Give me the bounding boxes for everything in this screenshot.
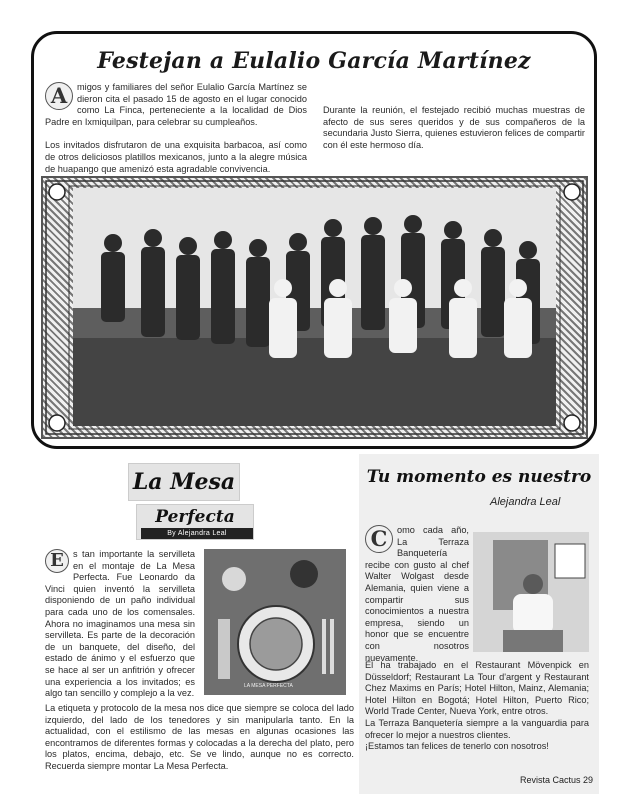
mesa-byline: By Alejandra Leal (141, 528, 253, 539)
chef-illustration (473, 532, 589, 652)
photo-caption: LA MESA PERFECTA (244, 683, 293, 689)
article-paragraph-2: Los invitados disfrutaron de una exquisita barbacoa, así como de otros deliciosos platillos mexicanos, junto a la alegre música de huapango que amenizó esta agradable convivencia. (45, 140, 307, 174)
mesa-logo-title-1: La Mesa (132, 469, 236, 495)
article-column-right (323, 82, 585, 163)
group-photo-illustration (73, 188, 556, 426)
sidebar-paragraph-1-text: omo cada año, La Terraza Banquetería recibe con gusto al chef Walter Wolgast desde Alemania, quien viene a compartir sus conocimientos a nuestra empresa, siendo un honor que se encuentre con nosotros nuevamente. (365, 525, 469, 663)
group-photo (73, 188, 556, 426)
sidebar-column-bottom (365, 660, 589, 753)
sidebar-column (365, 525, 469, 664)
sidebar-paragraph-3: La Terraza Banquetería siempre a la vanguardia para ofrecer lo mejor a nuestros clientes. (365, 717, 589, 740)
article-paragraph-1 (45, 82, 307, 128)
dropcap: C (365, 525, 393, 553)
mesa-logo (128, 463, 240, 501)
mesa-paragraph-1 (45, 549, 195, 700)
sidebar-paragraph-2: Él ha trabajado en el Restaurant Mövenpick en Düsseldorf; Restaurant La Tour d'argent y Restaurant Chez Maxims en París; Hotel Hilton, Mainz, Alemania; Hotel Hilton en Bogotá; Hotel Hilton, Puerto Rico; World Trade Center, Nueva York, entre otros. (365, 660, 589, 717)
sidebar-paragraph-4: ¡Estamos tan felices de tenerlo con nosotros! (365, 741, 549, 752)
dropcap: A (45, 82, 73, 110)
mesa-paragraph-1-text: s tan importante la servilleta en el montaje de La Mesa Perfecta. Fue Leonardo da Vinci quien inventó la servilleta disponiendo de un paño individual para cada uno de los comensales. Ahora no imaginamos una mesa sin servilleta. Es parte de la decoración de un banquete, del diseño, del estado de ánimo y el esfuerzo que se hace al ser un anfitrión y ofrecer una experiencia a los invitados; es algo tan sencillo y complejo a la vez. (45, 549, 195, 699)
table-setting-illustration (204, 549, 346, 695)
article-title: Festejan a Eulalio García Martínez (97, 48, 531, 74)
chef-photo (473, 532, 589, 652)
article-column-left (45, 82, 307, 187)
page-footer: Revista Cactus 29 (520, 775, 594, 785)
dropcap: E (45, 549, 69, 573)
sidebar-author: Alejandra Leal (490, 496, 561, 508)
article-paragraph-3: Durante la reunión, el festejado recibió muchas muestras de afecto de sus seres queridos y de sus compañeros de la secundaria Justo Sierra, quienes estuvieron felices de compartir con él este hermoso día. (323, 105, 585, 150)
article-paragraph-1-text: migos y familiares del señor Eulalio García Martínez se dieron cita el pasado 15 de agosto en el lugar conocido como La Finca, perteneciente a la localidad de Dios Padre en Ixmiquilpan, para celebrar su cumpleaños. (45, 82, 307, 127)
mesa-paragraph-2: La etiqueta y protocolo de la mesa nos dice que siempre se coloca del lado izquierdo, del lado de los tenedores y sin manipularla tanto. En la actualidad, con el estilismo de las mesas en algunas ocasiones las encontramos de diferentes formas y colocadas a la derecha del plato, pero los platos, encima, debajo, etc. Se ve lindo, aunque no es correcto. Recuerda siempre montar La Mesa Perfecta. (45, 703, 354, 771)
mesa-column (45, 549, 195, 700)
sidebar-paragraph-1 (365, 525, 469, 664)
table-setting-photo (204, 549, 346, 695)
sidebar-title: Tu momento es nuestro (366, 467, 592, 487)
mesa-logo-title-2: Perfecta (155, 507, 235, 527)
